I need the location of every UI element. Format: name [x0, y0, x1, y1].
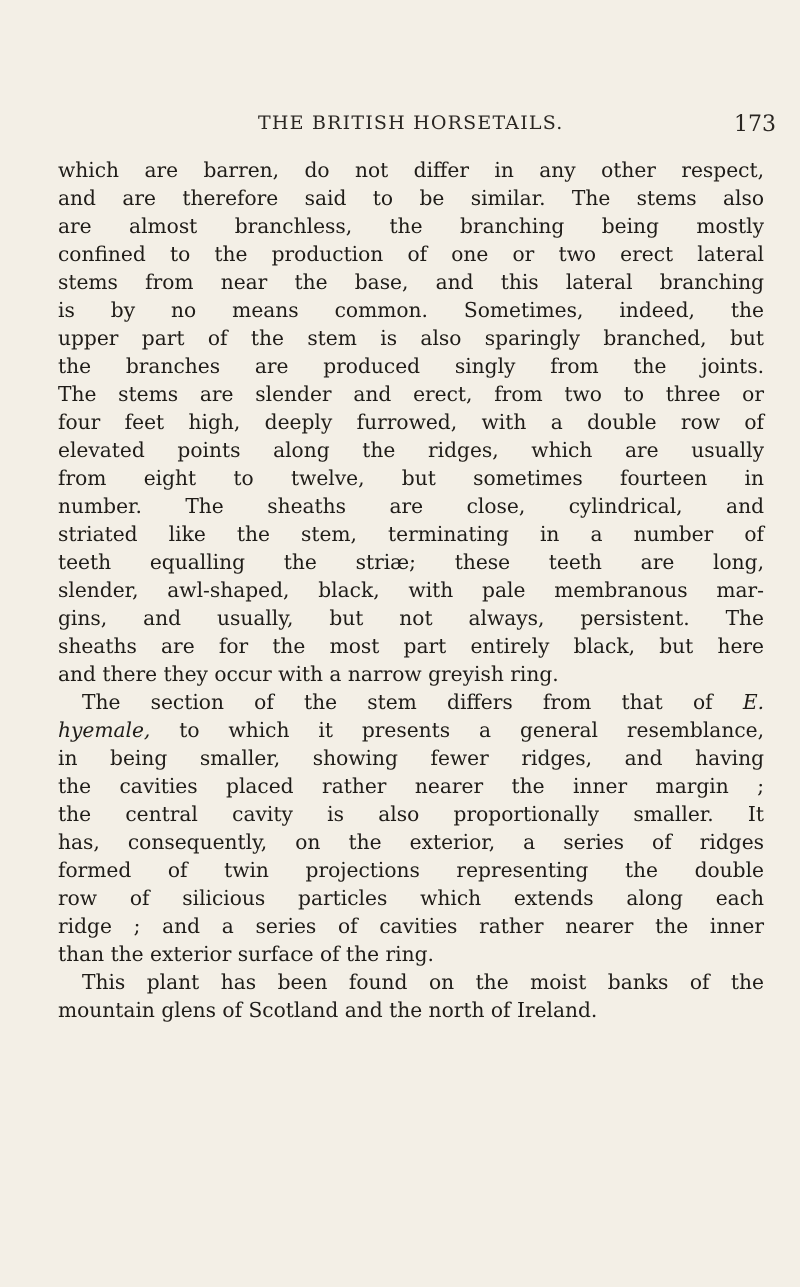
text-line: the cavities placed rather nearer the inner margin ;: [58, 774, 764, 798]
text-line: which are barren, do not differ in any other respect,: [58, 158, 764, 182]
text-line: elevated points along the ridges, which are usually: [58, 438, 764, 462]
text-line: row of silicious particles which extends along each: [58, 886, 764, 910]
running-title: THE BRITISH HORSETAILS.: [258, 112, 564, 134]
text-line: teeth equalling the striæ; these teeth are long,: [58, 550, 764, 574]
text-line: ridge ; and a series of cavities rather nearer the inner: [58, 914, 764, 938]
text-line: confined to the production of one or two erect lateral: [58, 242, 764, 266]
text-line: sheaths are for the most part entirely black, but here: [58, 634, 764, 658]
running-head: [0, 112, 800, 142]
page-number: 173: [734, 112, 776, 137]
text-line: in being smaller, showing fewer ridges, and having: [58, 746, 764, 770]
text-segment: to which it presents a general resemblance,: [150, 718, 764, 742]
text-segment: The section of the stem differs from that of: [82, 690, 713, 714]
body-text: [58, 156, 764, 1024]
text-line: upper part of the stem is also sparingly branched, but: [58, 326, 764, 350]
text-line: The stems are slender and erect, from two to three or: [58, 382, 764, 406]
text-line: [58, 716, 764, 744]
species-name-line: hyemale,: [58, 718, 151, 742]
text-line: has, consequently, on the exterior, a series of ridges: [58, 830, 764, 854]
text-line: number. The sheaths are close, cylindrical, and: [58, 494, 764, 518]
paragraph-start-line: [58, 688, 764, 716]
text-line: are almost branchless, the branching being mostly: [58, 214, 764, 238]
text-line: mountain glens of Scotland and the north of Ireland.: [58, 998, 598, 1022]
text-line: from eight to twelve, but sometimes fourteen in: [58, 466, 764, 490]
text-line: stems from near the base, and this lateral branching: [58, 270, 764, 294]
species-abbrev: E.: [742, 690, 765, 714]
text-line: slender, awl-shaped, black, with pale membranous mar-: [58, 578, 764, 602]
text-line: the central cavity is also proportionally smaller. It: [58, 802, 764, 826]
text-line: than the exterior surface of the ring.: [58, 942, 434, 966]
text-line: and are therefore said to be similar. The stems also: [58, 186, 764, 210]
text-line: formed of twin projections representing the double: [58, 858, 764, 882]
text-line: four feet high, deeply furrowed, with a double row of: [58, 410, 764, 434]
paragraph-start-line: This plant has been found on the moist banks of the: [82, 970, 764, 994]
text-line: gins, and usually, but not always, persistent. The: [58, 606, 764, 630]
text-line: the branches are produced singly from the joints.: [58, 354, 764, 378]
text-line: striated like the stem, terminating in a number of: [58, 522, 764, 546]
text-line: and there they occur with a narrow greyish ring.: [58, 662, 559, 686]
text-line: is by no means common. Sometimes, indeed, the: [58, 298, 764, 322]
